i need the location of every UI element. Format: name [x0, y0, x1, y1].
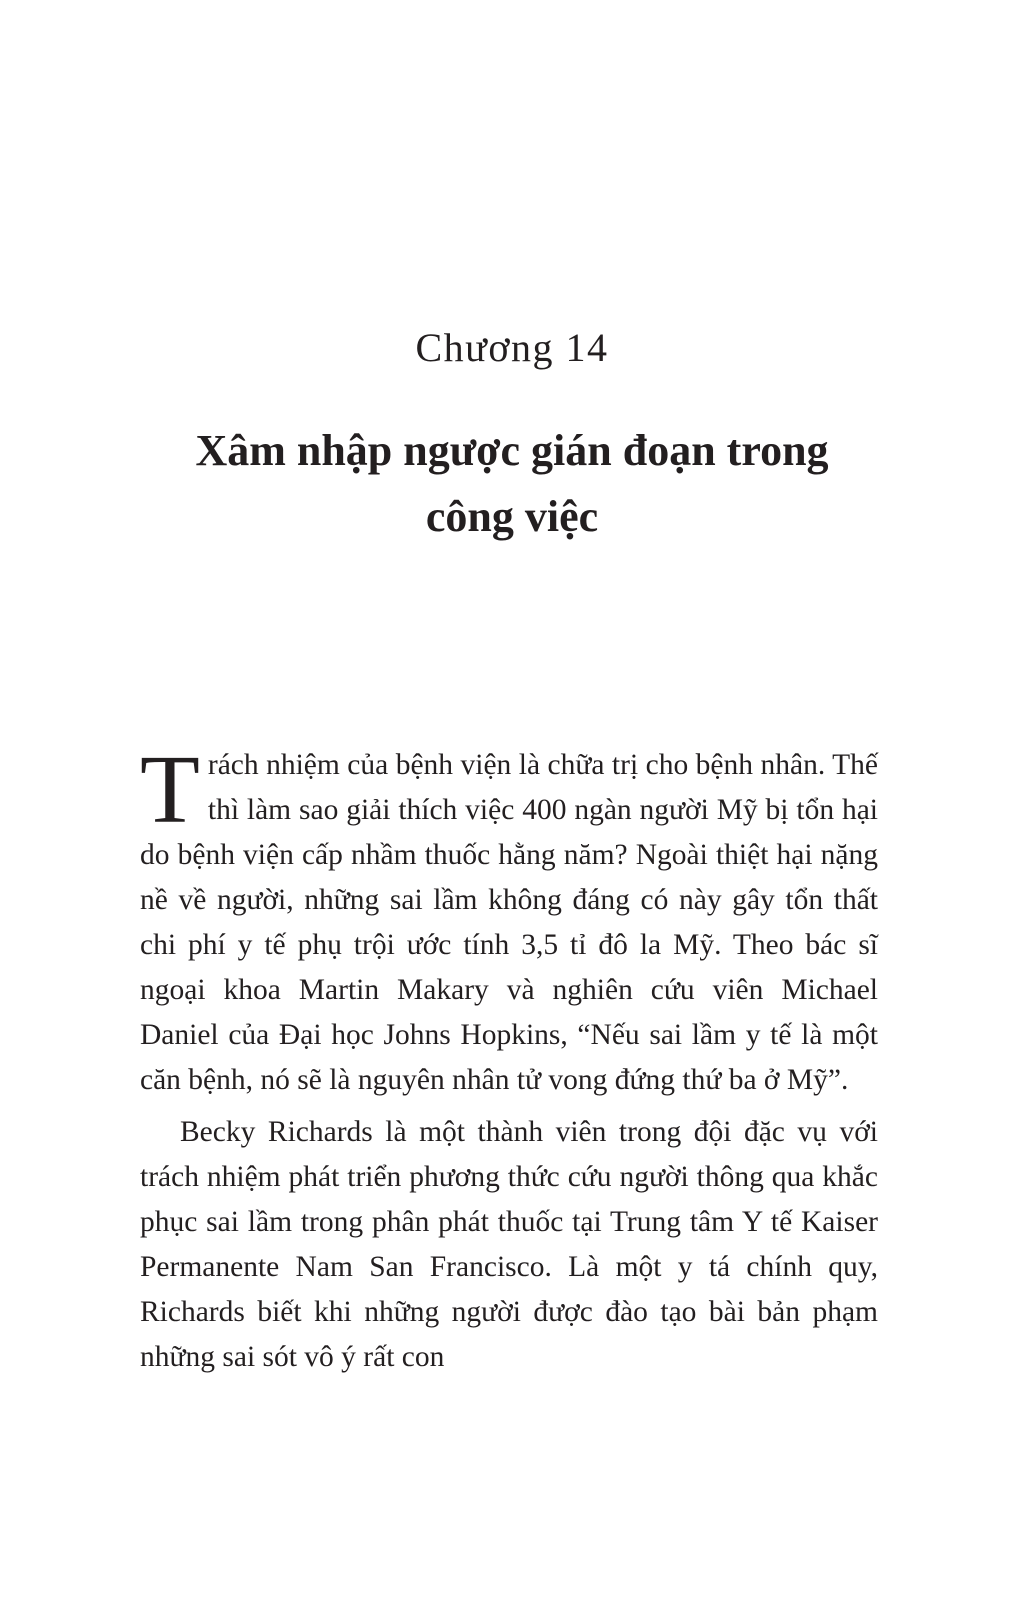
chapter-label: Chương 14 — [415, 325, 609, 370]
paragraph-1-text: rách nhiệm của bệnh viện là chữa trị cho bệnh nhân. Thế thì làm sao giải thích việc 400 ngàn người Mỹ bị tổn hại do bệnh viện cấp nhầm thuốc hằng năm? Ngoài thiệt hại nặng nề về người, những sai lầm không đáng có này gây tổn thất chi phí y tế phụ trội ước tính 3,5 tỉ đô la Mỹ. Theo bác sĩ ngoại khoa Martin Makary và nghiên cứu viên Michael Daniel của Đại học Johns Hopkins, “Nếu sai lầm y tế là một căn bệnh, nó sẽ là nguyên nhân tử vong đứng thứ ba ở Mỹ”. — [140, 749, 878, 1096]
drop-cap: T — [140, 736, 200, 844]
paragraph-2: Becky Richards là một thành viên trong đội đặc vụ với trách nhiệm phát triển phương thức cứu người thông qua khắc phục sai lầm trong phân phát thuốc tại Trung tâm Y tế Kaiser Permanente Nam San Francisco. Là một y tá chính quy, Richards biết khi những người được đào tạo bài bản phạm những sai sót vô ý rất con — [140, 1116, 878, 1373]
chapter-title: Xâm nhập ngược gián đoạn trong công việc — [195, 426, 829, 541]
paragraph-1 — [140, 736, 878, 1103]
body-text — [140, 736, 878, 1380]
